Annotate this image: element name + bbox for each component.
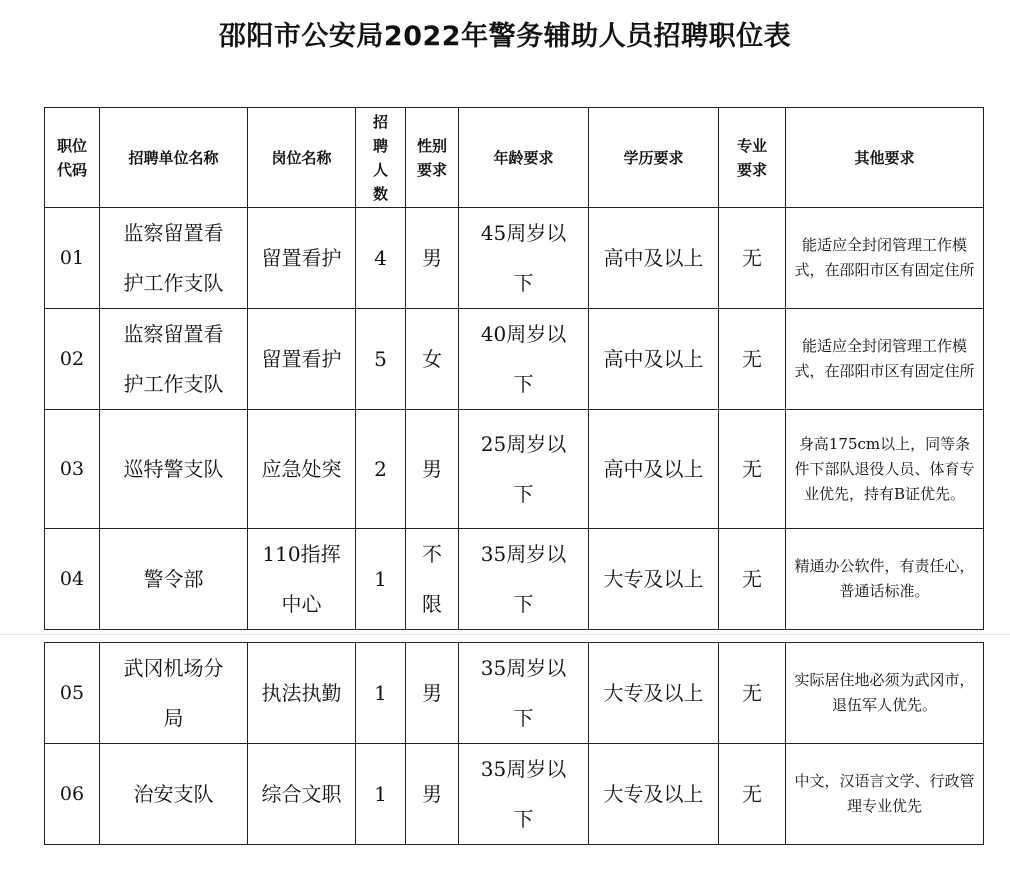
cell-other: 实际居住地必须为武冈市，退伍军人优先。 (786, 643, 984, 744)
cell-post: 留置看护 (248, 208, 356, 309)
header-gender: 性别要求 (406, 108, 459, 208)
cell-unit: 监察留置看护工作支队 (100, 309, 248, 410)
cell-major: 无 (719, 529, 786, 630)
header-count: 招聘人数 (356, 108, 406, 208)
cell-age: 35周岁以下 (459, 643, 589, 744)
cell-edu: 高中及以上 (589, 410, 719, 529)
cell-age: 25周岁以下 (459, 410, 589, 529)
header-code: 职位代码 (45, 108, 100, 208)
cell-post: 应急处突 (248, 410, 356, 529)
cell-unit: 武冈机场分局 (100, 643, 248, 744)
table-row (45, 643, 984, 744)
cell-age: 40周岁以下 (459, 309, 589, 410)
cell-age: 35周岁以下 (459, 529, 589, 630)
header-major: 专业要求 (719, 108, 786, 208)
cell-age: 35周岁以下 (459, 744, 589, 845)
cell-count: 1 (356, 744, 406, 845)
page-title: 邵阳市公安局2022年警务辅助人员招聘职位表 (218, 21, 792, 52)
page-break-line (0, 634, 1010, 635)
cell-unit: 警令部 (100, 529, 248, 630)
cell-unit: 治安支队 (100, 744, 248, 845)
header-post: 岗位名称 (248, 108, 356, 208)
cell-edu: 高中及以上 (589, 309, 719, 410)
cell-major: 无 (719, 744, 786, 845)
cell-count: 4 (356, 208, 406, 309)
header-unit: 招聘单位名称 (100, 108, 248, 208)
cell-code: 03 (45, 410, 100, 529)
cell-post: 综合文职 (248, 744, 356, 845)
cell-code: 01 (45, 208, 100, 309)
cell-other: 身高175cm以上，同等条件下部队退役人员、体育专业优先，持有B证优先。 (786, 410, 984, 529)
cell-gender: 男 (406, 410, 459, 529)
cell-other: 精通办公软件，有责任心，普通话标准。 (786, 529, 984, 630)
cell-count: 2 (356, 410, 406, 529)
cell-major: 无 (719, 410, 786, 529)
cell-gender: 女 (406, 309, 459, 410)
cell-edu: 大专及以上 (589, 643, 719, 744)
cell-post: 110指挥中心 (248, 529, 356, 630)
cell-edu: 高中及以上 (589, 208, 719, 309)
cell-major: 无 (719, 208, 786, 309)
cell-edu: 大专及以上 (589, 744, 719, 845)
table-row (45, 529, 984, 630)
cell-gender: 不限 (406, 529, 459, 630)
cell-count: 5 (356, 309, 406, 410)
cell-code: 04 (45, 529, 100, 630)
cell-unit: 巡特警支队 (100, 410, 248, 529)
header-edu: 学历要求 (589, 108, 719, 208)
cell-other: 能适应全封闭管理工作模式，在邵阳市区有固定住所 (786, 309, 984, 410)
cell-edu: 大专及以上 (589, 529, 719, 630)
cell-major: 无 (719, 309, 786, 410)
table-row (45, 410, 984, 529)
cell-code: 05 (45, 643, 100, 744)
cell-other: 能适应全封闭管理工作模式，在邵阳市区有固定住所 (786, 208, 984, 309)
cell-unit: 监察留置看护工作支队 (100, 208, 248, 309)
cell-other: 中文，汉语言文学、行政管理专业优先 (786, 744, 984, 845)
table-header-row (45, 108, 984, 208)
cell-post: 执法执勤 (248, 643, 356, 744)
header-age: 年龄要求 (459, 108, 589, 208)
table-row (45, 309, 984, 410)
cell-post: 留置看护 (248, 309, 356, 410)
cell-gender: 男 (406, 643, 459, 744)
table-row (45, 208, 984, 309)
cell-count: 1 (356, 643, 406, 744)
table-row (45, 744, 984, 845)
cell-gender: 男 (406, 744, 459, 845)
positions-table (44, 107, 984, 630)
cell-gender: 男 (406, 208, 459, 309)
cell-age: 45周岁以下 (459, 208, 589, 309)
cell-code: 02 (45, 309, 100, 410)
cell-major: 无 (719, 643, 786, 744)
positions-table-continued (44, 642, 984, 845)
cell-code: 06 (45, 744, 100, 845)
cell-count: 1 (356, 529, 406, 630)
header-other: 其他要求 (786, 108, 984, 208)
